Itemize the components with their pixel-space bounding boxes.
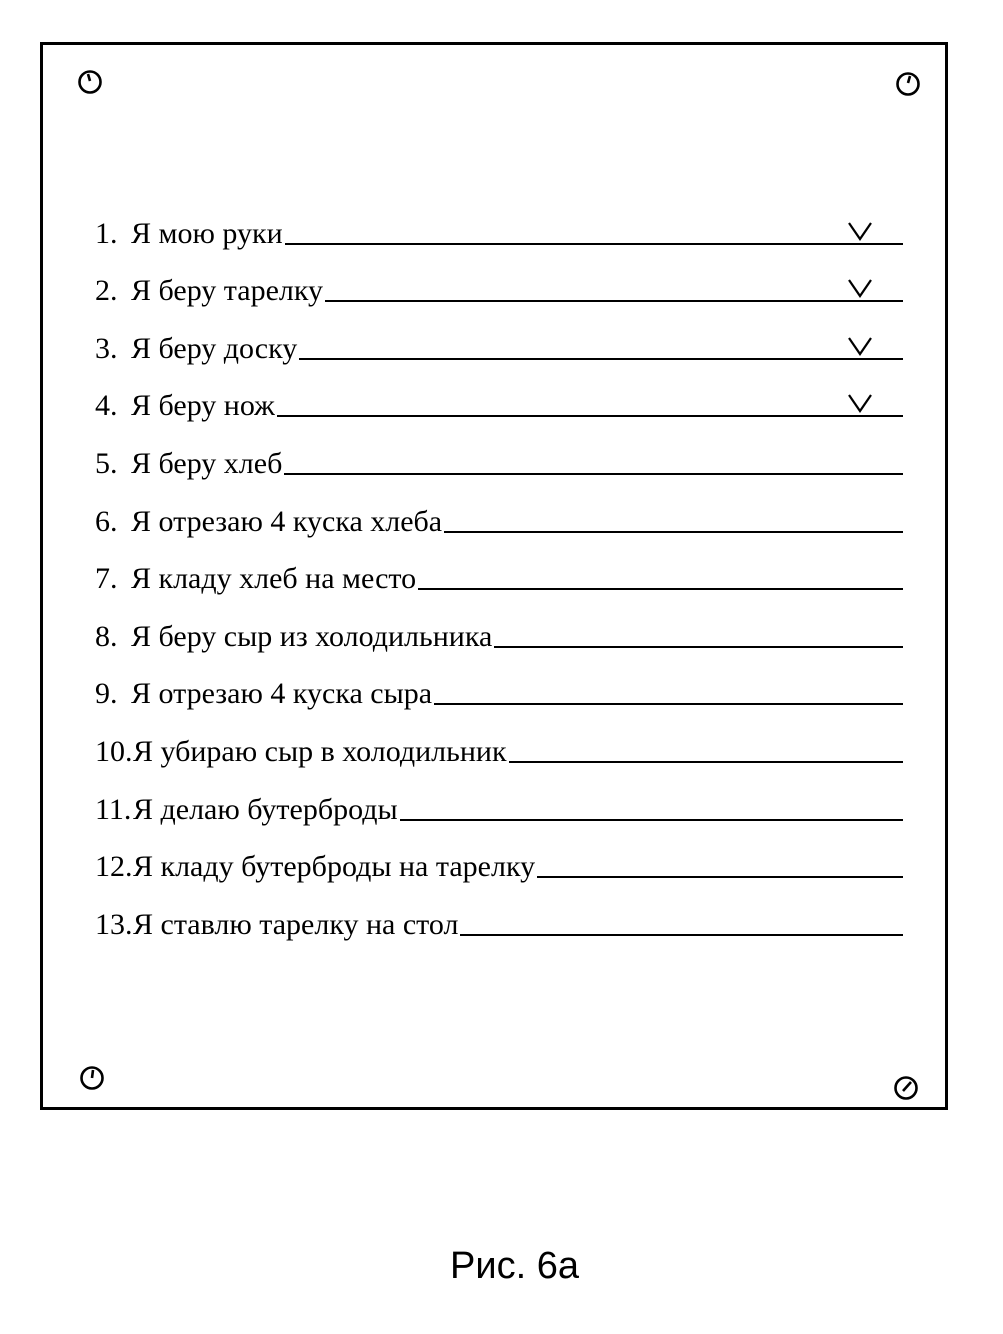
answer-line: [509, 737, 903, 763]
answer-line: [418, 564, 903, 590]
checklist-item: [95, 380, 903, 438]
checklist-item: [95, 437, 903, 495]
checklist-item-number: 13.: [95, 907, 133, 941]
checklist-item-text: [95, 907, 459, 941]
answer-line: [537, 852, 903, 878]
answer-line: [277, 391, 903, 417]
checklist-item-text: [95, 564, 416, 594]
checklist-item-text: [95, 446, 283, 480]
checklist-item-number: 11.: [95, 792, 132, 826]
checklist-item-label: Я делаю бутерброды: [133, 792, 398, 826]
checklist-item-label: Я беру доску: [131, 331, 298, 365]
answer-line: [434, 679, 903, 705]
checklist-item-label: Я беру тарелку: [131, 274, 324, 308]
answer-line: [444, 507, 903, 533]
checklist-item-label: Я убираю сыр в холодильник: [133, 734, 507, 768]
checklist-item-text: [95, 331, 298, 365]
checklist-item: [95, 495, 903, 553]
answer-line: [299, 334, 903, 360]
checklist-item-number: 2.: [95, 274, 118, 308]
checklist-item-label: Я беру сыр из холодильника: [131, 619, 493, 653]
checklist-item-number: 5.: [95, 446, 118, 480]
checklist-item-label: Я кладу хлеб на место: [131, 562, 417, 596]
answer-line: [325, 276, 903, 302]
checklist: [95, 207, 903, 956]
answer-line: [400, 795, 903, 821]
answer-line: [460, 910, 903, 936]
checklist-item: [95, 553, 903, 611]
checklist-item-text: [95, 391, 275, 421]
checkmark-icon: [847, 221, 873, 241]
checklist-item: [95, 207, 903, 265]
pin-icon: [77, 69, 103, 95]
checklist-item-number: 4.: [95, 389, 118, 423]
checklist-item-label: Я отрезаю 4 куска сыра: [131, 677, 433, 711]
checklist-item-text: [95, 216, 283, 250]
checklist-item-text: [95, 852, 535, 882]
checklist-item-number: 1.: [95, 216, 118, 250]
checklist-item-number: 7.: [95, 562, 118, 596]
checklist-item-number: 3.: [95, 331, 118, 365]
checklist-item-label: Я отрезаю 4 куска хлеба: [131, 504, 443, 538]
checklist-item-number: 9.: [95, 677, 118, 711]
checklist-item-number: 10.: [95, 734, 133, 768]
checkmark-icon: [847, 336, 873, 356]
checklist-item-text: [95, 276, 323, 306]
checklist-item: [95, 841, 903, 899]
checklist-item-text: [95, 619, 493, 653]
checklist-item-label: Я кладу бутерброды на тарелку: [133, 850, 536, 884]
checklist-item-number: 8.: [95, 619, 118, 653]
checklist-item: [95, 265, 903, 323]
checklist-item-number: 6.: [95, 504, 118, 538]
pin-icon: [893, 1075, 919, 1101]
pin-icon: [895, 71, 921, 97]
checklist-sheet: [40, 42, 948, 1110]
answer-line: [284, 449, 903, 475]
checklist-item: [95, 783, 903, 841]
checkmark-icon: [847, 278, 873, 298]
checklist-item-text: [95, 504, 443, 538]
checklist-item-text: [95, 679, 432, 709]
checklist-item: [95, 322, 903, 380]
checklist-item-number: 12.: [95, 850, 133, 884]
checklist-item: [95, 668, 903, 726]
checklist-item-label: Я беру хлеб: [131, 446, 283, 480]
checklist-item-label: Я мою руки: [131, 216, 283, 250]
checklist-item: [95, 898, 903, 956]
pin-icon: [79, 1065, 105, 1091]
checklist-item-text: [95, 792, 398, 826]
checklist-item-label: Я беру нож: [131, 389, 275, 423]
figure-caption: Рис. 6а: [450, 1245, 579, 1287]
checklist-item: [95, 610, 903, 668]
checklist-item-text: [95, 734, 507, 768]
answer-line: [494, 622, 903, 648]
checklist-item-label: Я ставлю тарелку на стол: [133, 907, 459, 941]
answer-line: [285, 219, 903, 245]
checklist-item: [95, 725, 903, 783]
checkmark-icon: [847, 393, 873, 413]
